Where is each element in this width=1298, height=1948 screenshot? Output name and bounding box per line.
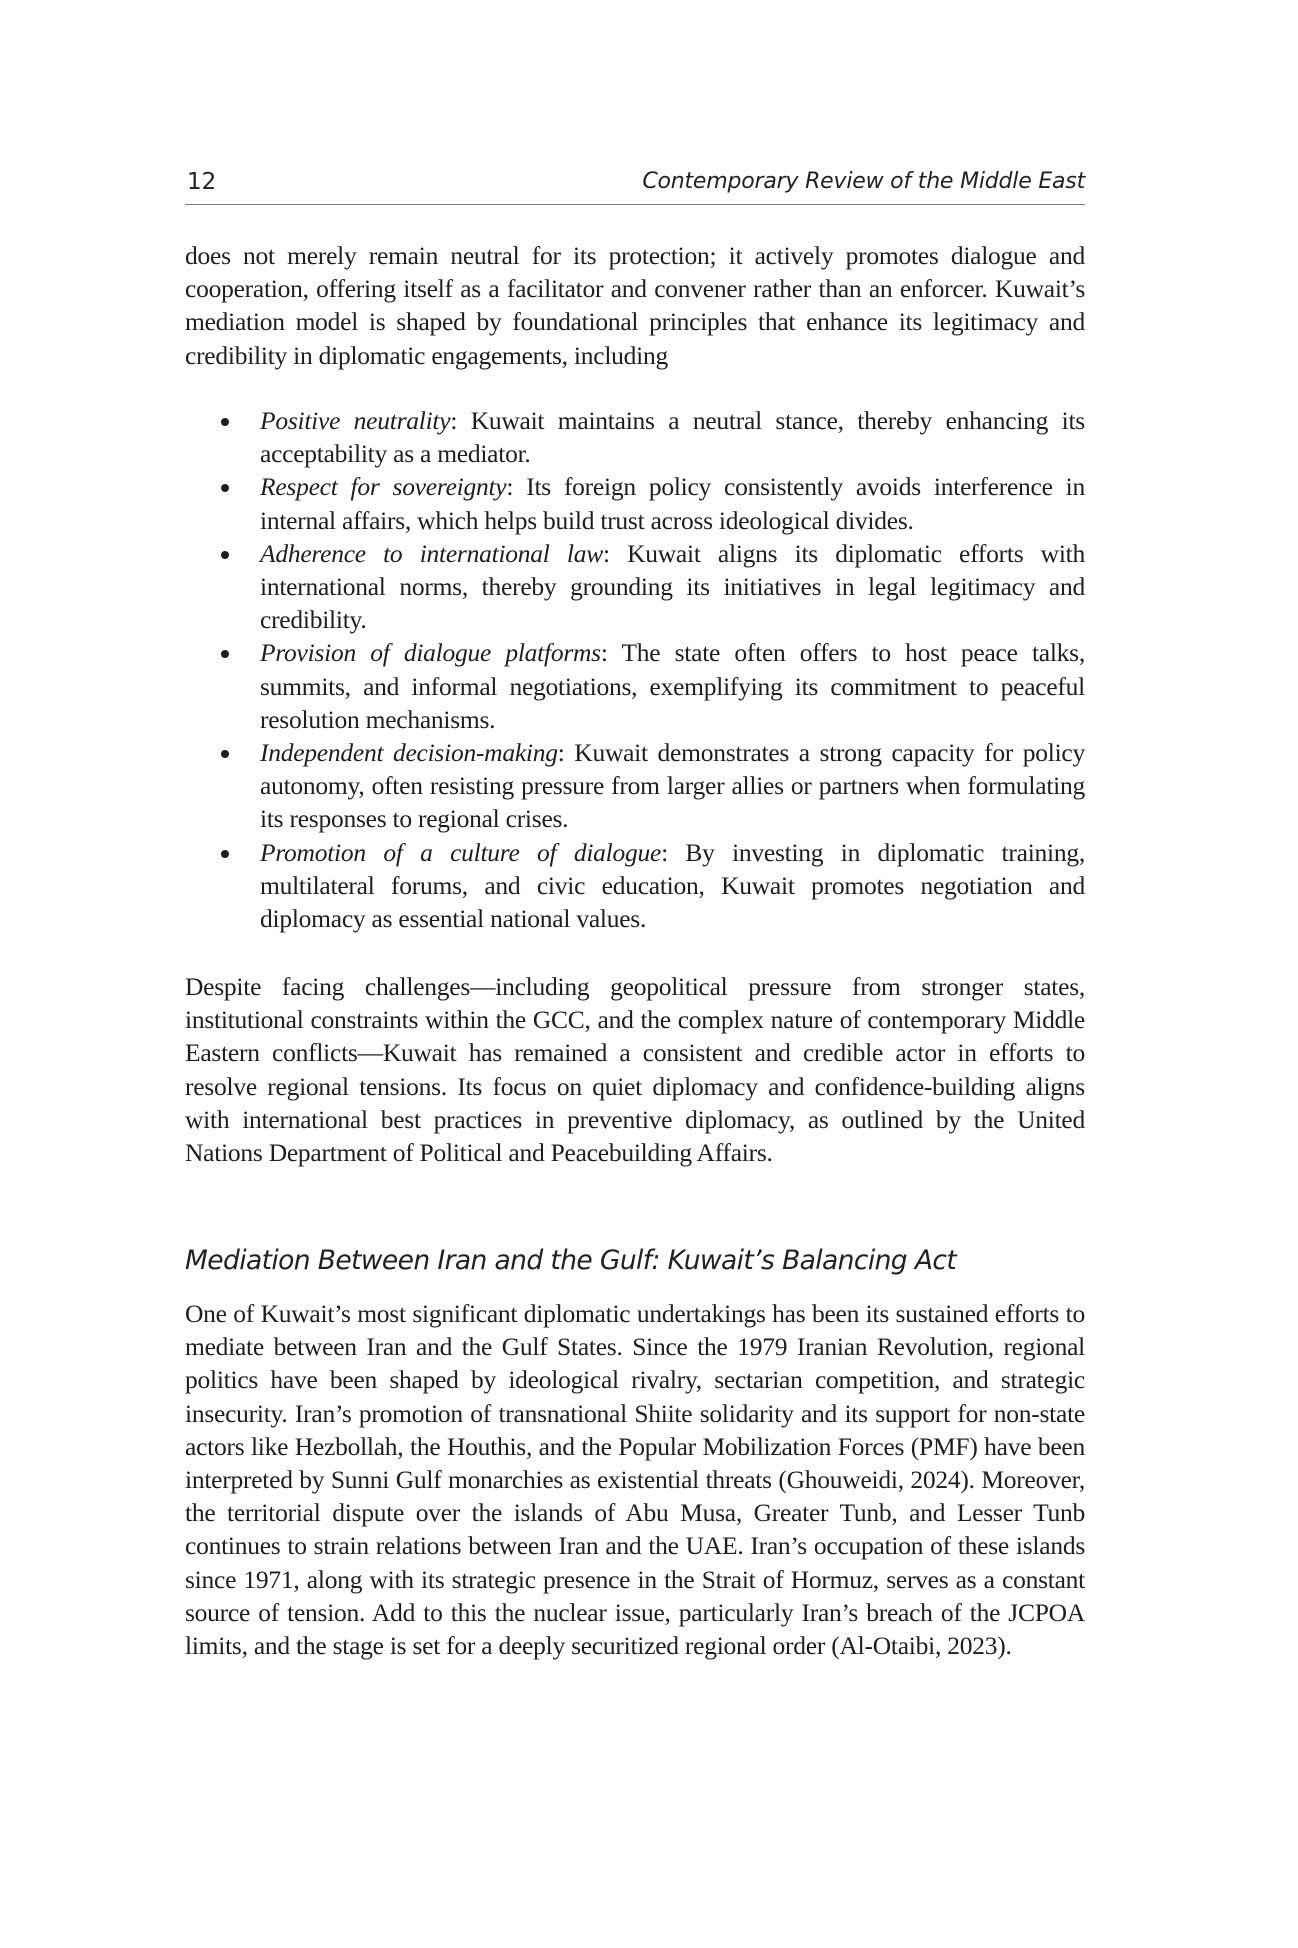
principle-text: : Its foreign policy consistently avoids interference in internal affairs, which helps build trust across ideological divides. [260, 472, 1085, 535]
page-number: 12 [187, 169, 217, 195]
bullet-icon [221, 484, 229, 492]
challenges-paragraph: Despite facing challenges—including geopolitical pressure from stronger states, institutional constraints within the GCC, and the complex nature of contemporary Middle Eastern conflicts—Kuwait has remained a consistent and credible actor in efforts to resolve regional tensions. Its focus on quiet diplomacy and confidence-building aligns with international best practices in preventive diplomacy, as outlined by the United Nations Department of Political and Peacebuilding Affairs. [185, 972, 1085, 1168]
principle-term: Positive neutrality [260, 406, 451, 435]
bullet-icon [221, 850, 229, 858]
section-heading: Mediation Between Iran and the Gulf: Kuwait’s Balancing Act [185, 1245, 957, 1276]
running-header [185, 166, 1085, 205]
bullet-icon [221, 650, 229, 658]
list-item [185, 836, 1085, 936]
bullet-icon [221, 750, 229, 758]
intro-paragraph: does not merely remain neutral for its protection; it actively promotes dialogue and cooperation, offering itself as a facilitator and convener rather than an enforcer. Kuwait’s mediation model is shaped by foundational principles that enhance its legitimacy and credibility in diplomatic engagements, including [185, 241, 1085, 370]
list-item [185, 736, 1085, 836]
principle-term: Promotion of a culture of dialogue [260, 837, 662, 867]
principle-text: : The state often offers to host peace talks, summits, and informal negotiations, exemplifying its commitment to peaceful resolution mechanisms. [260, 638, 1085, 734]
principle-text: : Kuwait maintains a neutral stance, thereby enhancing its acceptability as a mediator. [260, 406, 1085, 469]
principle-term: Provision of dialogue platforms [260, 638, 601, 668]
principle-term: Adherence to international law [260, 538, 603, 568]
principle-text: : By investing in diplomatic training, multilateral forums, and civic education, Kuwait promotes negotiation and diplomacy as essential national values. [260, 837, 1085, 934]
bullet-icon [221, 418, 229, 426]
principles-list [185, 404, 1085, 935]
principle-text: : Kuwait aligns its diplomatic efforts with international norms, thereby grounding its initiatives in legal legitimacy and credibility. [260, 538, 1085, 635]
iran-gulf-paragraph: One of Kuwait’s most significant diplomatic undertakings has been its sustained efforts to mediate between Iran and the Gulf States. Since the 1979 Iranian Revolution, regional politics have been shaped by ideological rivalry, sectarian competition, and strategic insecurity. Iran’s promotion of transnational Shiite solidarity and its support for non-state actors like Hezbollah, the Houthis, and the Popular Mobilization Forces (PMF) have been interpreted by Sunni Gulf monarchies as existential threats (Ghouweidi, 2024). Moreover, the territorial dispute over the islands of Abu Musa, Greater Tunb, and Lesser Tunb continues to strain relations between Iran and the UAE. Iran’s occupation of these islands since 1971, along with its strategic presence in the Strait of Hormuz, serves as a constant source of tension. Add to this the nuclear issue, particularly Iran’s breach of the JCPOA limits, and the stage is set for a deeply securitized regional order (Al-Otaibi, 2023). [185, 1299, 1085, 1661]
principle-term: Respect for sovereignty [260, 472, 507, 502]
list-item [185, 636, 1085, 736]
bullet-icon [221, 551, 229, 559]
journal-title: Contemporary Review of the Middle East [642, 169, 1085, 194]
principle-term: Independent decision-making [260, 738, 558, 768]
list-item [185, 470, 1085, 536]
principle-text: : Kuwait demonstrates a strong capacity for policy autonomy, often resisting pressure from larger allies or partners when formulating its responses to regional crises. [260, 738, 1085, 834]
list-item [185, 404, 1085, 470]
list-item [185, 537, 1085, 637]
